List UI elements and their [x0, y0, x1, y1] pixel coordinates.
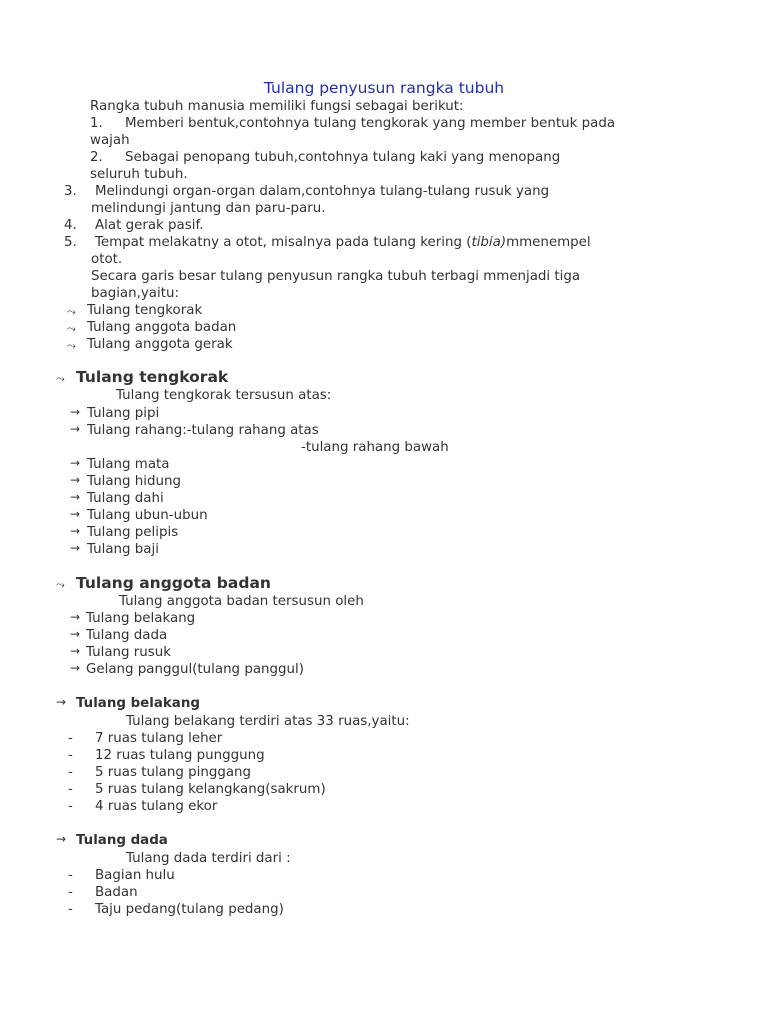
dash-bullet: - [68, 868, 73, 883]
dash-bullet: - [68, 748, 73, 763]
dash-bullet: - [68, 731, 73, 746]
list-item: Tulang belakang [86, 611, 196, 626]
list-item: Tulang rusuk [86, 645, 172, 660]
dash-bullet: - [68, 902, 73, 917]
dash-bullet: - [68, 799, 73, 814]
division-text-cont: bagian,yaitu: [91, 286, 179, 301]
function-text: Sebagai penopang tubuh,contohnya tulang kaki yang menopang [125, 150, 561, 165]
function-num: 1. [90, 116, 103, 131]
list-item: Tulang anggota badan [87, 320, 237, 335]
list-item: Tulang dada [86, 628, 168, 643]
dash-bullet: - [68, 782, 73, 797]
list-item: Tulang anggota gerak [87, 337, 233, 352]
function-num: 2. [90, 150, 103, 165]
list-item-cont: -tulang rahang bawah [301, 440, 449, 455]
function-text-cont: wajah [90, 133, 130, 148]
pointer-bullet-icon: → [70, 507, 81, 521]
pointer-bullet-icon: → [70, 422, 81, 436]
pointer-bullet-icon: → [70, 627, 81, 641]
function-num: 4. [64, 218, 77, 233]
pointer-bullet-icon: → [70, 524, 81, 538]
function-num: 5. [64, 235, 77, 250]
list-item: Tulang pipi [87, 406, 160, 421]
list-item: 5 ruas tulang pinggang [95, 765, 252, 780]
list-item: Tulang hidung [87, 474, 181, 489]
intro-text: Rangka tubuh manusia memiliki fungsi sebagai berikut: [90, 99, 464, 114]
list-item: Tulang pelipis [87, 525, 179, 540]
section-heading: Tulang anggota badan [76, 574, 271, 592]
list-item: 5 ruas tulang kelangkang(sakrum) [95, 782, 326, 797]
function-text-cont: seluruh tubuh. [90, 167, 188, 182]
pointer-bullet-icon: → [70, 644, 81, 658]
list-item: Tulang ubun-ubun [87, 508, 208, 523]
subsection-heading: Tulang belakang [76, 696, 200, 711]
section-intro: Tulang tengkorak tersusun atas: [116, 388, 332, 403]
arrow-bullet-icon: ⤳ [67, 322, 76, 335]
pointer-bullet-icon: → [70, 490, 81, 504]
arrow-bullet-icon: ⤳ [56, 578, 65, 591]
list-item: Taju pedang(tulang pedang) [95, 902, 284, 917]
subsection-heading: Tulang dada [76, 833, 168, 848]
document-title: Tulang penyusun rangka tubuh [263, 79, 505, 97]
list-item: Tulang mata [87, 457, 170, 472]
list-item: 4 ruas tulang ekor [95, 799, 218, 814]
pointer-bullet-icon: → [70, 405, 81, 419]
italic-term: tibia) [471, 235, 507, 250]
function-text: Memberi bentuk,contohnya tulang tengkorak yang member bentuk pada [125, 116, 616, 131]
arrow-bullet-icon: ⤳ [67, 305, 76, 318]
section-heading: Tulang tengkorak [76, 368, 229, 386]
pointer-bullet-icon: → [56, 832, 67, 846]
list-item: Bagian hulu [95, 868, 175, 883]
section-intro: Tulang belakang terdiri atas 33 ruas,yaitu: [126, 714, 410, 729]
list-item: Badan [95, 885, 138, 900]
pointer-bullet-icon: → [70, 473, 81, 487]
list-item: Tulang rahang:-tulang rahang atas [87, 423, 319, 438]
list-item: 7 ruas tulang leher [95, 731, 223, 746]
function-text: Alat gerak pasif. [95, 218, 204, 233]
section-intro: Tulang anggota badan tersusun oleh [119, 594, 364, 609]
pointer-bullet-icon: → [70, 610, 81, 624]
pointer-bullet-icon: → [70, 541, 81, 555]
function-text-cont: otot. [91, 252, 123, 267]
list-item: Gelang panggul(tulang panggul) [86, 662, 304, 677]
list-item: Tulang tengkorak [87, 303, 203, 318]
function-text-cont: melindungi jantung dan paru-paru. [91, 201, 326, 216]
dash-bullet: - [68, 885, 73, 900]
arrow-bullet-icon: ⤳ [67, 339, 76, 352]
list-item: 12 ruas tulang punggung [95, 748, 265, 763]
section-intro: Tulang dada terdiri dari : [126, 851, 291, 866]
pointer-bullet-icon: → [70, 456, 81, 470]
function-text: Tempat melakatny a otot, misalnya pada tulang kering (tibia)mmenempel [95, 235, 591, 250]
function-text: Melindungi organ-organ dalam,contohnya tulang-tulang rusuk yang [95, 184, 550, 199]
division-text: Secara garis besar tulang penyusun rangka tubuh terbagi mmenjadi tiga [91, 269, 581, 284]
arrow-bullet-icon: ⤳ [56, 372, 65, 385]
pointer-bullet-icon: → [70, 661, 81, 675]
pointer-bullet-icon: → [56, 695, 67, 709]
list-item: Tulang baji [87, 542, 159, 557]
function-num: 3. [64, 184, 77, 199]
list-item: Tulang dahi [87, 491, 164, 506]
dash-bullet: - [68, 765, 73, 780]
